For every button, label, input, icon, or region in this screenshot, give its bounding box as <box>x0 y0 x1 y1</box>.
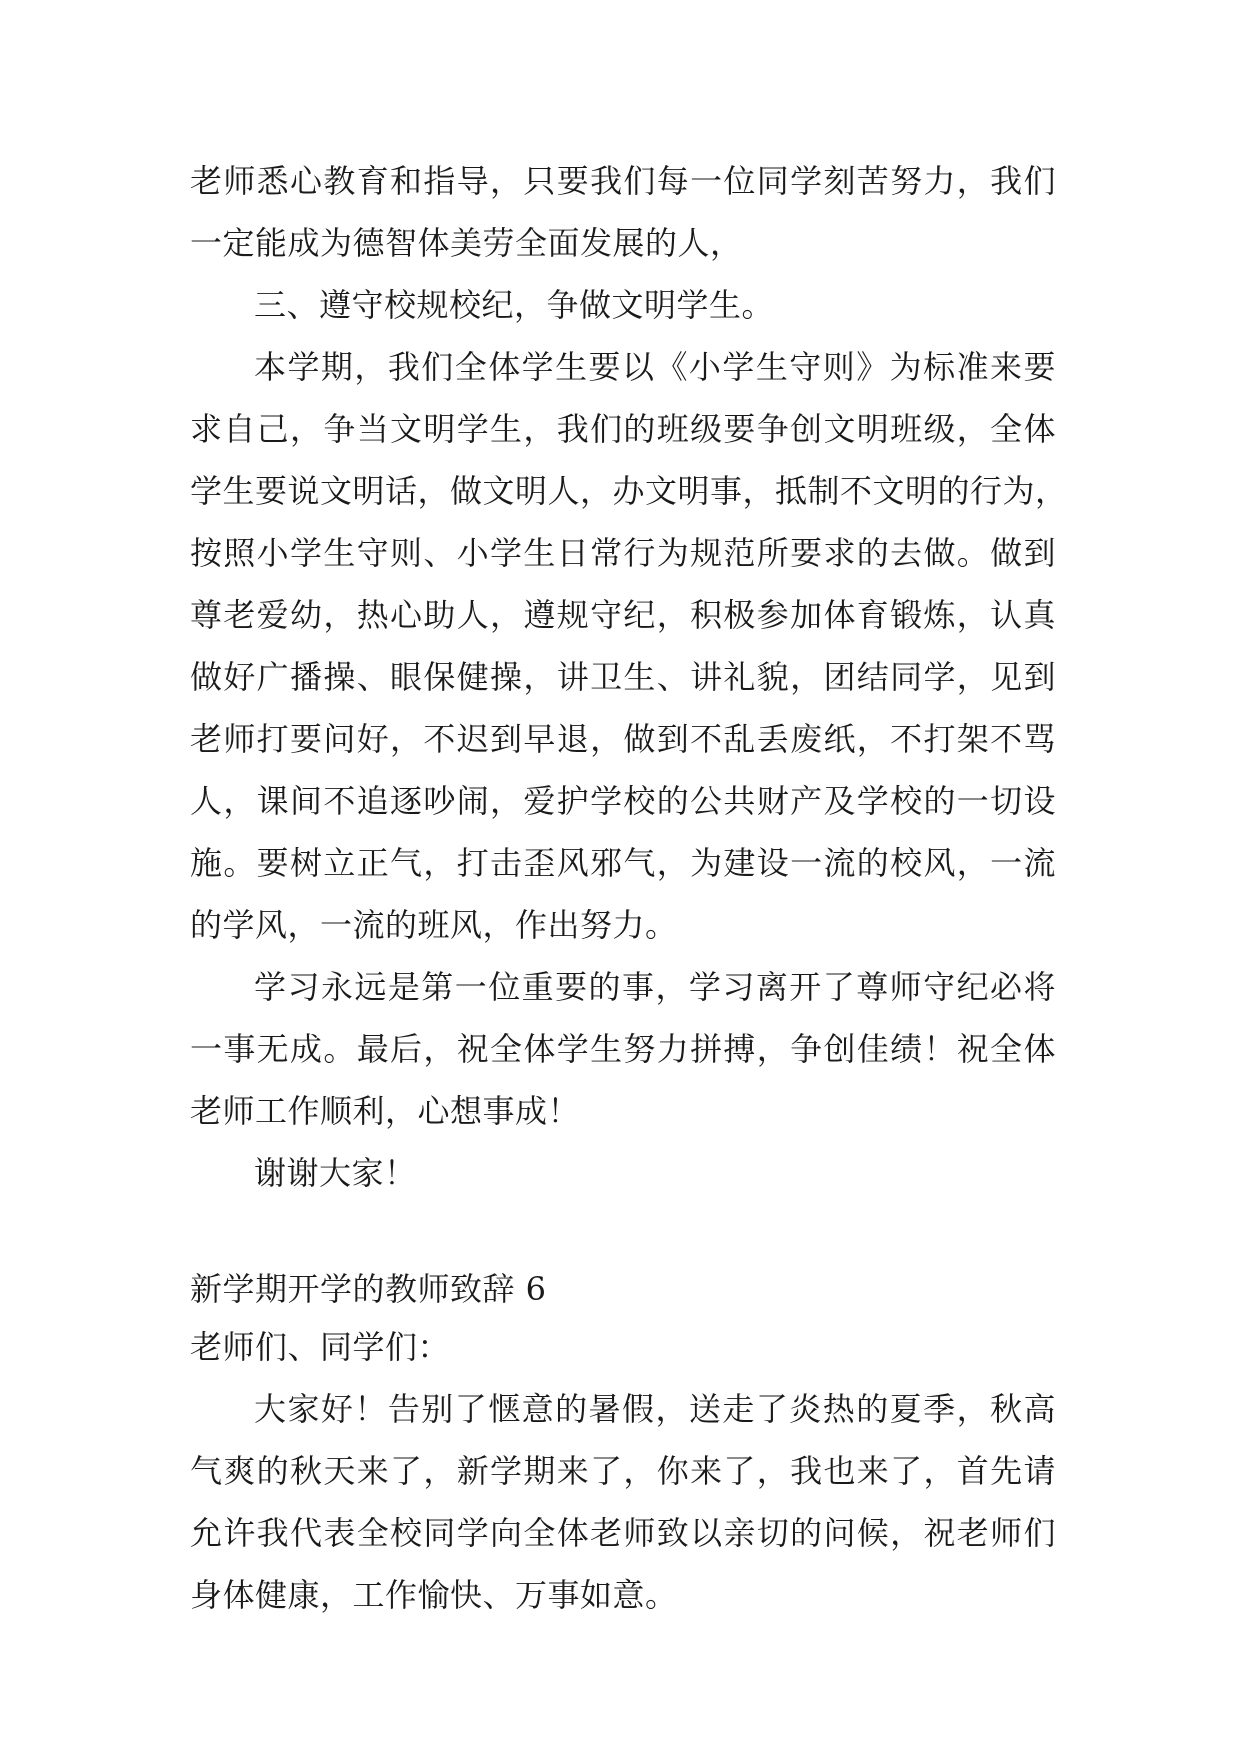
paragraph-line: 气爽的秋天来了，新学期来了，你来了，我也来了，首先请 <box>190 1452 1056 1490</box>
paragraph-line: 施。要树立正气，打击歪风邪气，为建设一流的校风，一流 <box>190 844 1056 882</box>
paragraph-line: 学习永远是第一位重要的事，学习离开了尊师守纪必将 <box>254 968 1056 1006</box>
paragraph <box>190 1378 1056 1626</box>
paragraph-line: 做好广播操、眼保健操，讲卫生、讲礼貌，团结同学，见到 <box>190 658 1056 696</box>
paragraph-line: 谢谢大家！ <box>254 1154 417 1192</box>
closing-thanks <box>190 1142 1056 1204</box>
section-heading-3 <box>190 274 1056 336</box>
document-body <box>190 150 1068 1626</box>
paragraph-line: 身体健康，工作愉快、万事如意。 <box>190 1576 678 1614</box>
paragraph <box>190 956 1056 1142</box>
paragraph-line: 人，课间不追逐吵闹，爱护学校的公共财产及学校的一切设 <box>190 782 1056 820</box>
paragraph-line: 一定能成为德智体美劳全面发展的人， <box>190 224 743 262</box>
blank-spacer <box>190 1204 1056 1262</box>
paragraph <box>190 336 1068 956</box>
paragraph-line: 三、遵守校规校纪，争做文明学生。 <box>254 286 775 324</box>
salutation: 老师们、同学们： <box>190 1328 451 1366</box>
paragraph-line: 允许我代表全校同学向全体老师致以亲切的问候，祝老师们 <box>190 1514 1056 1552</box>
paragraph-line: 学生要说文明话，做文明人，办文明事，抵制不文明的行为， <box>190 472 1068 510</box>
paragraph-line: 求自己，争当文明学生，我们的班级要争创文明班级，全体 <box>190 410 1056 448</box>
paragraph-line: 老师工作顺利，心想事成！ <box>190 1092 581 1130</box>
paragraph-line: 一事无成。最后，祝全体学生努力拼搏，争创佳绩！祝全体 <box>190 1030 1056 1068</box>
paragraph-line: 的学风，一流的班风，作出努力。 <box>190 906 678 944</box>
section-title: 新学期开学的教师致辞 6 <box>190 1270 547 1308</box>
paragraph-line: 老师悉心教育和指导，只要我们每一位同学刻苦努力，我们 <box>190 162 1056 200</box>
paragraph-line: 按照小学生守则、小学生日常行为规范所要求的去做。做到 <box>190 534 1056 572</box>
paragraph <box>190 150 1056 274</box>
paragraph-line: 尊老爱幼，热心助人，遵规守纪，积极参加体育锻炼，认真 <box>190 596 1056 634</box>
paragraph-line: 老师打要问好，不迟到早退，做到不乱丢废纸，不打架不骂 <box>190 720 1056 758</box>
paragraph-line: 大家好！告别了惬意的暑假，送走了炎热的夏季，秋高 <box>254 1390 1056 1428</box>
paragraph-line: 本学期，我们全体学生要以《小学生守则》为标准来要 <box>254 348 1056 386</box>
